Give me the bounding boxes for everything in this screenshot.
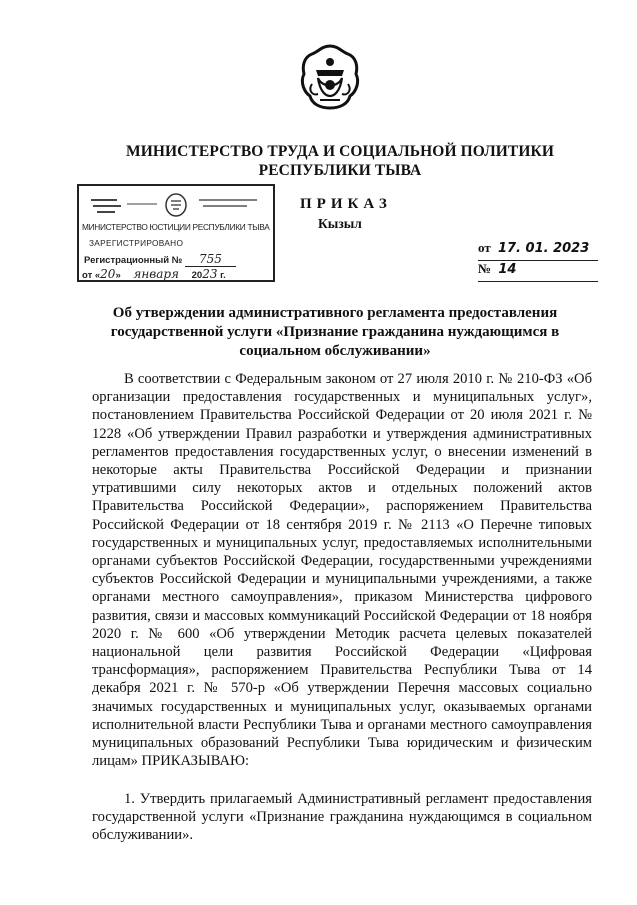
stamp-date-year: 23 <box>202 267 218 281</box>
stamp-date-mid: » <box>115 270 124 281</box>
stamp-registration-number <box>84 252 236 266</box>
stamp-ministry-line: МИНИСТЕРСТВО ЮСТИЦИИ РЕСПУБЛИКИ ТЫВА <box>82 222 270 232</box>
order-date-label: от <box>478 240 491 255</box>
stamp-header-seal-icon <box>87 192 265 218</box>
stamp-reg-label: Регистрационный № <box>84 255 183 266</box>
stamp-reg-value: 755 <box>185 252 236 267</box>
registration-stamp <box>77 184 275 282</box>
order-number-row <box>478 261 598 282</box>
document-city: Кызыл <box>318 216 362 231</box>
order-item-1: 1. Утвердить прилагаемый Административный регламент предоставления государственной услуги «Признание гражданина нуждающимся в социальном обслуживании». <box>92 791 592 844</box>
stamp-date-day: 20 <box>100 267 116 281</box>
order-number-label: № <box>478 261 492 276</box>
stamp-date-prefix: от « <box>82 270 101 281</box>
coat-of-arms-emblem <box>298 42 362 124</box>
order-date-row <box>478 240 598 261</box>
stamp-date-suffix: г. <box>217 270 226 281</box>
stamp-registration-date <box>82 267 226 281</box>
stamp-date-month: января <box>123 267 189 282</box>
stamp-registered-line: ЗАРЕГИСТРИРОВАНО <box>89 238 184 248</box>
order-number-value: 14 <box>498 262 517 277</box>
stamp-date-year-prefix: 20 <box>189 270 203 281</box>
document-type: ПРИКАЗ <box>300 196 392 212</box>
preamble-paragraph: В соответствии с Федеральным законом от 27 июля 2010 г. № 210-ФЗ «Об организации предоставления государственных и муниципальных услуг», постановлением Правительства Российской Федерации от 20 июля 2021 г. № 1228 «Об утверждении Правил разработки и утверждения административных регламентов предоставления государственных услуг, о внесении изменений в некоторые акты Правительства Российской Федерации и признании утратившими силу некоторых актов и отдельных положений актов Правительства Российской Федерации», распоряжением Правительства Российской Федерации от 18 сентября 2019 г. № 2113 «О Перечне типовых государственных и муниципальных услуг, предоставляемых исполнительными органами субъектов Российской Федерации, государственными учреждениями субъектов Российской Федерации и муниципальными учреждениями, а также органами местного самоуправления», приказом Министерства цифрового развития, связи и массовых коммуникаций Российской Федерации от 18 ноября 2020 г. № 600 «Об утверждении Методик расчета целевых показателей национальной цели развития Российской Федерации «Цифровая трансформация», распоряжением Правительства Республики Тыва от 14 декабря 2021 г. № 570-р «Об утверждении Перечня массовых социально значимых государственных и муниципальных услуг, оказываемых органами исполнительной власти Республики Тыва и органами местного самоуправления муниципальных образований Республики Тыва юридическим и физическим лицам» ПРИКАЗЫВАЮ: <box>92 371 592 770</box>
document-title: Об утверждении административного регламента предоставления государственной услуги «Признание гражданина нуждающимся в социальном обслуживании» <box>110 305 560 359</box>
ministry-name: МИНИСТЕРСТВО ТРУДА И СОЦИАЛЬНОЙ ПОЛИТИКИ РЕСПУБЛИКИ ТЫВА <box>125 143 555 179</box>
order-date-value: 17. 01. 2023 <box>497 241 590 256</box>
order-date-number <box>478 240 598 282</box>
